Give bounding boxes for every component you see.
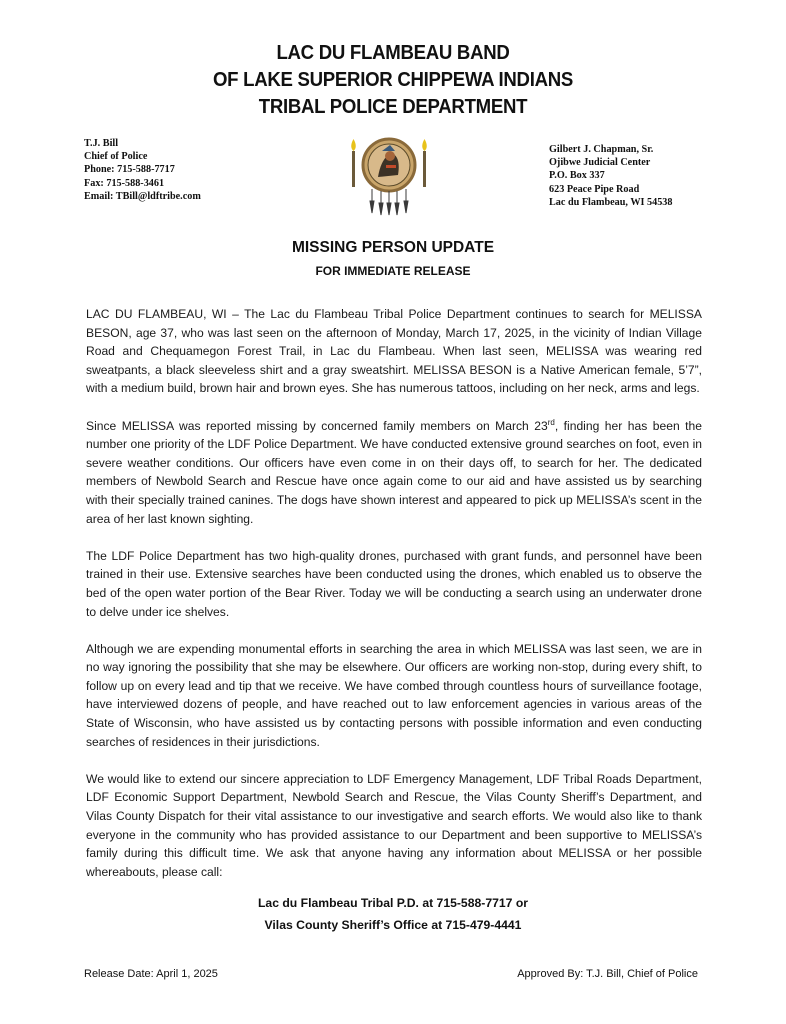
letterhead-line-2: OF LAKE SUPERIOR CHIPPEWA INDIANS xyxy=(212,69,574,91)
letterhead-line-3: TRIBAL POLICE DEPARTMENT xyxy=(258,96,528,118)
chief-fax: Fax: 715-588-3461 xyxy=(84,177,165,189)
ordinal-suffix: rd xyxy=(547,417,555,427)
chief-phone: Phone: 715-588-7717 xyxy=(84,164,175,176)
document-title: MISSING PERSON UPDATE xyxy=(291,239,495,256)
paragraph-5: We would like to extend our sincere appreciation to LDF Emergency Management, LDF Tribal Roads Department, LDF Economic Support Department, Newbold Search and Rescue, the Vilas County Sheriff’s Department, and Vilas County Dispatch for their vital assistance to our investigative and search efforts. We would also like to thank everyone in the community who has provided assistance to our Department and been supportive to MELISSA’s family during this difficult time. We ask that anyone having any information about MELISSA or her possible whereabouts, please call: xyxy=(86,771,702,879)
paragraph-2 xyxy=(86,417,702,529)
paragraph-2-part-2: , finding her has been the number one priority of the LDF Police Department. We have conducted extensive ground searches on foot, even in severe weather conditions. Our officers have even come in on their days off, to search for her. The dedicated members of Newbold Search and Rescue have once again come to our aid and have assisted us by searching with their specially trained canines. The dogs have shown interest and appeared to pick up MELISSA’s scent in the area of her last known sighting. xyxy=(86,418,702,526)
address-line-5: Lac du Flambeau, WI 54538 xyxy=(549,196,673,208)
sheriff-office-phone: Vilas County Sheriff’s Office at 715-479-4441 xyxy=(264,918,522,932)
address-line-4: 623 Peace Pipe Road xyxy=(549,183,640,195)
letterhead-line-1: LAC DU FLAMBEAU BAND xyxy=(276,42,510,64)
paragraph-2-part-1: Since MELISSA was reported missing by concerned family members on March 23 xyxy=(86,418,548,433)
chief-email: Email: TBill@ldftribe.com xyxy=(84,190,201,202)
judicial-center-address-block xyxy=(549,143,673,209)
right-torch-icon xyxy=(422,139,427,187)
paragraph-4: Although we are expending monumental efforts in searching the area in which MELISSA was last seen, we are in no way ignoring the possibility that she may be elsewhere. Our officers are working non-stop, during every shift, to follow up on every lead and tip that we receive. We have combed through countless hours of surveillance footage, have interviewed dozens of people, and have reached out to law enforcement agencies in various areas of the State of Wisconsin, who have assisted us by contacting persons with possible information and even conducting searches of residences in their jurisdictions. xyxy=(86,641,702,749)
address-line-3: P.O. Box 337 xyxy=(549,170,605,182)
paragraph-3: The LDF Police Department has two high-quality drones, purchased with grant funds, and personnel have been trained in their use. Extensive searches have been conducted using the drones, which enabled us to observe the bed of the open water portion of the Bear River. Today we will be conducting a search using an underwater drone to delve under ice shelves. xyxy=(86,548,702,619)
press-release-body xyxy=(86,305,702,900)
chief-role: Chief of Police xyxy=(84,151,148,163)
contact-numbers-block xyxy=(0,892,786,936)
letterhead xyxy=(0,40,786,121)
address-line-1: Gilbert J. Chapman, Sr. xyxy=(549,144,654,155)
document-subtitle: FOR IMMEDIATE RELEASE xyxy=(315,264,471,278)
release-date: Release Date: April 1, 2025 xyxy=(84,968,218,980)
left-torch-icon xyxy=(351,139,356,187)
tribal-pd-phone: Lac du Flambeau Tribal P.D. at 715-588-7717 or xyxy=(257,896,529,910)
tribal-police-seal-icon xyxy=(346,131,432,217)
approved-by: Approved By: T.J. Bill, Chief of Police xyxy=(517,968,698,980)
paragraph-1: LAC DU FLAMBEAU, WI – The Lac du Flambeau Tribal Police Department continues to search for MELISSA BESON, age 37, who was last seen on the afternoon of Monday, March 17, 2025, in the vicinity of Indian Village Road and Chequamegon Forest Trail, in Lac du Flambeau. When last seen, MELISSA was wearing red sweatpants, a black sleeveless shirt and a gray sweatshirt. MELISSA BESON is a Native American female, 5’7”, with a medium build, brown hair and brown eyes. She has numerous tattoos, including on her neck, arms and legs. xyxy=(86,307,702,396)
title-block xyxy=(0,238,786,279)
chief-contact-block xyxy=(84,137,201,203)
chief-name: T.J. Bill xyxy=(84,138,119,149)
address-line-2: Ojibwe Judicial Center xyxy=(549,157,651,169)
